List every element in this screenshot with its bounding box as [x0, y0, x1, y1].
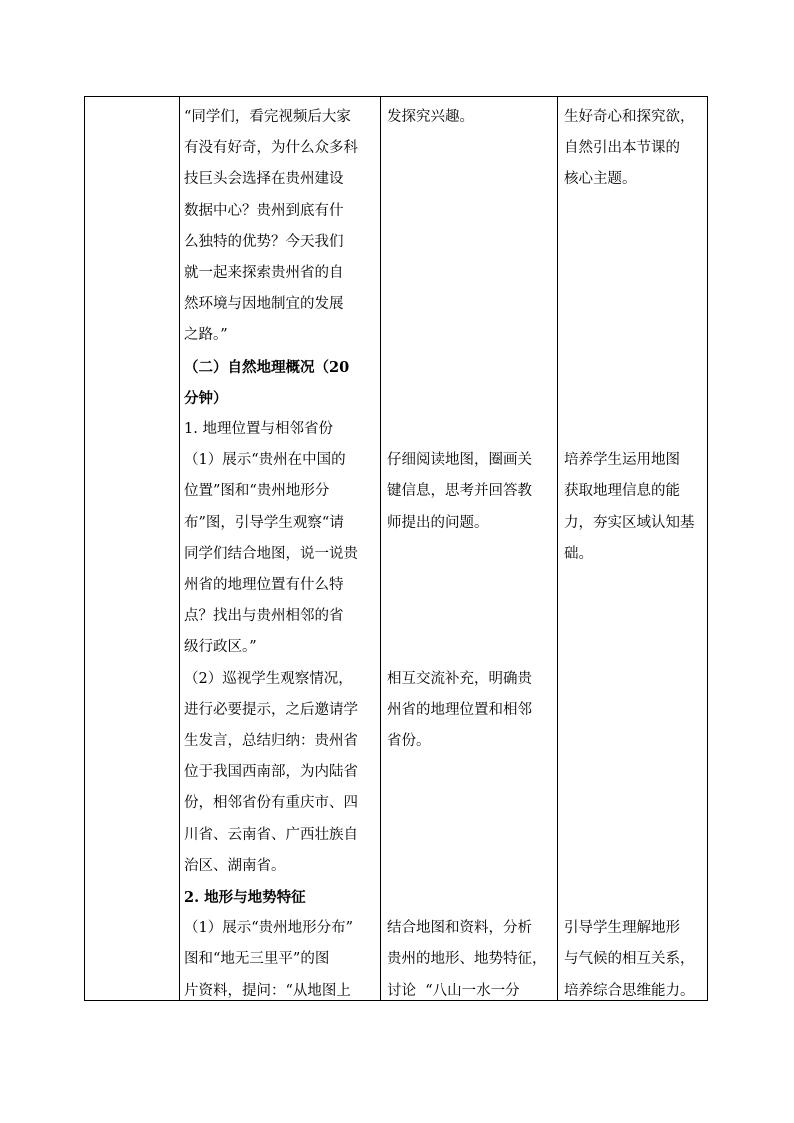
- text-line: 有没有好奇，为什么众多科: [184, 140, 358, 157]
- text-line: 础。: [564, 545, 593, 562]
- text-line: 州省的地理位置和相邻: [387, 701, 532, 718]
- text-line: 与气候的相互关系，: [564, 951, 695, 968]
- text-line: 布”图，引导学生观察“请: [184, 514, 344, 531]
- design-intent-column: [564, 102, 706, 1007]
- text-line: 位置”图和“贵州地形分: [184, 483, 330, 500]
- text-line: （1）展示“贵州在中国的: [184, 452, 346, 469]
- text-line: 同学们结合地图，说一说贵: [184, 545, 358, 562]
- text-line: 图和“地无三里平”的图: [184, 951, 330, 968]
- student-activity-column: [387, 102, 557, 1007]
- text-line: 进行必要提示，之后邀请学: [184, 701, 358, 718]
- section-heading: （二）自然地理概况（20: [184, 358, 350, 376]
- table-divider-3: [557, 96, 558, 1001]
- text-line: （1）展示“贵州地形分布”: [184, 920, 354, 937]
- text-line: 么独特的优势？今天我们: [184, 233, 344, 250]
- table-divider-2: [380, 96, 381, 1001]
- text-line: 培养学生运用地图: [564, 452, 680, 469]
- text-line: 仔细阅读地图，圈画关: [387, 452, 532, 469]
- text-line: 数据中心？贵州到底有什: [184, 202, 344, 219]
- text-line: 省份。: [387, 733, 431, 750]
- text-line: 技巨头会选择在贵州建设: [184, 171, 344, 188]
- subsection-title: 1. 地理位置与相邻省份: [184, 421, 333, 438]
- table-divider-1: [179, 96, 180, 1001]
- text-line: 级行政区。”: [184, 639, 257, 656]
- teacher-activity-column: [184, 102, 376, 1007]
- text-line: 川省、云南省、广西壮族自: [184, 826, 358, 843]
- text-line: 力，夯实区域认知基: [564, 514, 695, 531]
- subsection-title: 2. 地形与地势特征: [184, 889, 306, 907]
- text-line: “同学们，看完视频后大家: [184, 109, 351, 125]
- text-line: 生发言，总结归纳：贵州省: [184, 733, 358, 750]
- text-line: 生好奇心和探究欲，: [564, 109, 695, 125]
- text-line: 师提出的问题。: [387, 514, 489, 531]
- text-line: 点？找出与贵州相邻的省: [184, 608, 344, 625]
- text-line: 发探究兴趣。: [387, 109, 474, 125]
- table-top-border: [84, 96, 708, 97]
- table-border-right: [707, 96, 708, 1001]
- text-line: 键信息，思考并回答教: [387, 483, 532, 500]
- text-line: 结合地图和资料，分析: [387, 920, 532, 937]
- table-border-left: [84, 96, 85, 1001]
- text-line: 治区、湖南省。: [184, 857, 286, 874]
- text-line: 位于我国西南部，为内陆省: [184, 764, 358, 781]
- text-line: 州省的地理位置有什么特: [184, 577, 344, 594]
- section-heading: 分钟）: [184, 389, 228, 407]
- text-line: 核心主题。: [564, 171, 637, 188]
- text-line: 贵州的地形、地势特征，: [387, 951, 547, 968]
- text-line: 获取地理信息的能: [564, 483, 680, 500]
- text-line: （2）巡视学生观察情况，: [184, 670, 353, 687]
- text-line: 引导学生理解地形: [564, 920, 680, 937]
- lesson-plan-table: [84, 96, 708, 1001]
- text-line: 自然引出本节课的: [564, 140, 680, 157]
- text-line: 份，相邻省份有重庆市、四: [184, 795, 358, 812]
- text-line: 相互交流补充，明确贵: [387, 670, 532, 687]
- text-line: 讨论 “八山一水一分: [387, 982, 520, 999]
- text-line: 就一起来探索贵州省的自: [184, 265, 344, 282]
- text-line: 培养综合思维能力。: [564, 982, 695, 999]
- text-line: 然环境与因地制宜的发展: [184, 296, 344, 313]
- text-line: 片资料，提问：“从地图上: [184, 982, 351, 999]
- text-line: 之路。”: [184, 327, 228, 344]
